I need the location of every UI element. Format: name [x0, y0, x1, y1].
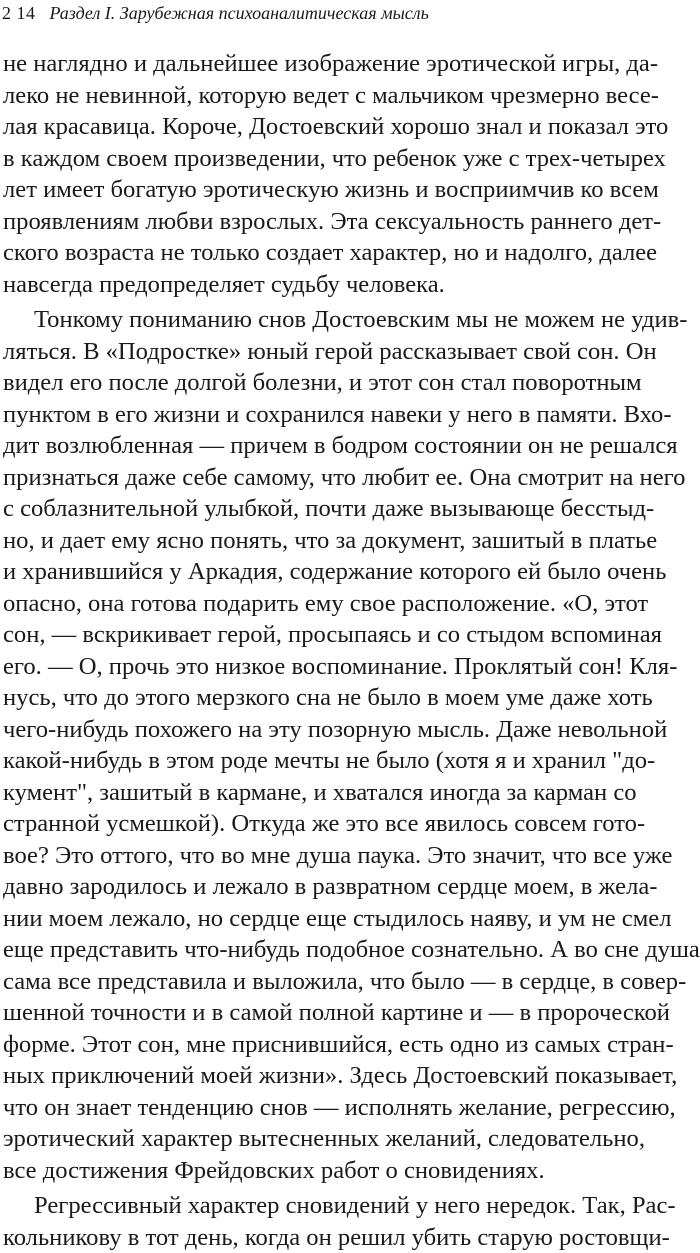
text-line: нии моем лежало, но сердце еще стыдилось наяву, и ум не смел — [3, 903, 617, 935]
text-line: но, и дает ему ясно понять, что за документ, зашитый в платье — [3, 525, 617, 557]
text-line: леко не невинной, которую ведет с мальчиком чрезмерно весе- — [3, 80, 617, 112]
text-line: с соблазнительной улыбкой, почти даже вызывающе бесстыд- — [3, 493, 617, 525]
text-line: сон, — вскрикивает герой, просыпаясь и со стыдом вспоминая — [3, 619, 617, 651]
text-line: и хранившийся у Аркадия, содержание которого ей было очень — [3, 556, 617, 588]
text-line: сама все представила и выложила, что было — в сердце, в совер- — [3, 966, 617, 998]
text-line: лет имеет богатую эротическую жизнь и восприимчив ко всем — [3, 174, 617, 206]
text-line: признаться даже себе самому, что любит ее. Она смотрит на него — [3, 462, 617, 494]
text-line: давно зародилось и лежало в развратном сердце моем, в жела- — [3, 871, 617, 903]
text-line: что он знает тенденцию снов — исполнять желание, регрессию, — [3, 1092, 617, 1124]
paragraph — [3, 304, 617, 1186]
text-line: форме. Этот сон, мне приснившийся, есть одно из самых стран- — [3, 1029, 617, 1061]
text-line: видел его после долгой болезни, и этот сон стал поворотным — [3, 367, 617, 399]
text-line: кумент", зашитый в кармане, и хватался иногда за карман со — [3, 777, 617, 809]
text-line: дит возлюбленная — причем в бодром состоянии он не решался — [3, 430, 617, 462]
paragraph — [3, 48, 617, 300]
text-line: чего-нибудь похожего на эту позорную мысль. Даже невольной — [3, 714, 617, 746]
page-number: 2 14 — [2, 3, 36, 23]
text-line: пунктом в его жизни и сохранился навеки у него в памяти. Вхо- — [3, 399, 617, 431]
paragraph — [3, 1190, 617, 1253]
text-line: его. — О, прочь это низкое воспоминание. Проклятый сон! Кля- — [3, 651, 617, 683]
text-line: в каждом своем произведении, что ребенок уже с трех-четырех — [3, 143, 617, 175]
text-line: ных приключений моей жизни». Здесь Достоевский показывает, — [3, 1060, 617, 1092]
text-line: еще представить что-нибудь подобное сознательно. А во сне душа — [3, 934, 617, 966]
text-line: шенной точности и в самой полной картине и — в пророческой — [3, 997, 617, 1029]
text-line: не наглядно и дальнейшее изображение эротической игры, да- — [3, 48, 617, 80]
text-line: ляться. В «Подростке» юный герой рассказывает свой сон. Он — [3, 336, 617, 368]
text-line: вое? Это оттого, что во мне душа паука. Это значит, что все уже — [3, 840, 617, 872]
text-line: лая красавица. Короче, Достоевский хорошо знал и показал это — [3, 111, 617, 143]
text-line: навсегда предопределяет судьбу человека. — [3, 269, 617, 301]
text-line: нусь, что до этого мерзкого сна не было в моем уме даже хоть — [3, 682, 617, 714]
text-line: кольникову в тот день, когда он решил убить старую ростовщи- — [3, 1222, 617, 1253]
text-line: странной усмешкой). Откуда же это все явилось совсем гото- — [3, 808, 617, 840]
running-header — [2, 0, 429, 26]
running-title: Раздел I. Зарубежная психоаналитическая мысль — [50, 3, 429, 23]
text-line: эротический характер вытесненных желаний, следовательно, — [3, 1123, 617, 1155]
text-line: ского возраста не только создает характер, но и надолго, далее — [3, 237, 617, 269]
text-line: опасно, она готова подарить ему свое расположение. «О, этот — [3, 588, 617, 620]
text-line: все достижения Фрейдовских работ о сновидениях. — [3, 1155, 617, 1187]
text-line: проявлениям любви взрослых. Эта сексуальность раннего дет- — [3, 206, 617, 238]
text-line: Регрессивный характер сновидений у него нередок. Так, Рас- — [3, 1190, 617, 1222]
text-line: Тонкому пониманию снов Достоевским мы не можем не удив- — [3, 304, 617, 336]
text-line: какой-нибудь в этом роде мечты не было (хотя я и хранил "до- — [3, 745, 617, 777]
body-text — [3, 48, 617, 1253]
